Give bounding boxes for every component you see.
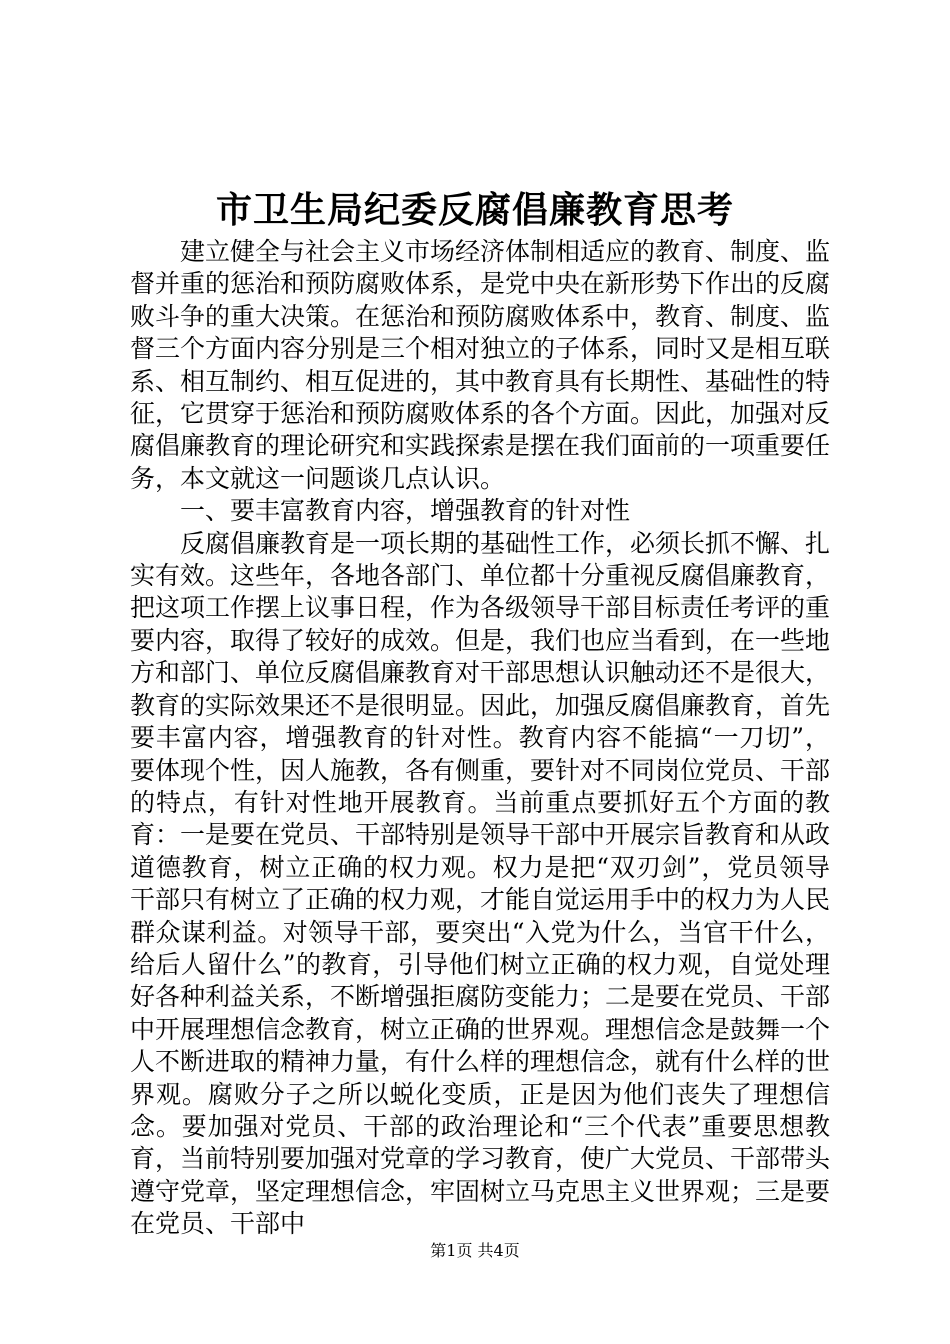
page-total: 共4页 <box>477 1241 520 1260</box>
document-title: 市卫生局纪委反腐倡廉教育思考 <box>215 189 734 231</box>
section-heading-1: 一、要丰富教育内容，增强教育的针对性 <box>180 496 631 526</box>
paragraph-intro: 建立健全与社会主义市场经济体制相适应的教育、制度、监督并重的惩治和预防腐败体系，是党中央在新形势下作出的反腐败斗争的重大决策。在惩治和预防腐败体系中，教育、制度、监督三个方面内容分别是三个相对独立的子体系，同时又是相互联系、相互制约、相互促进的，其中教育具有长期性、基础性的特征，它贯穿于惩治和预防腐败体系的各个方面。因此，加强对反腐倡廉教育的理论研究和实践探索是摆在我们面前的一项重要任务，本文就这一问题谈几点认识。 <box>130 237 831 493</box>
page-number: 第1页 <box>430 1241 473 1260</box>
paragraph-section-1: 反腐倡廉教育是一项长期的基础性工作，必须长抓不懈、扎实有效。这些年，各地各部门、单位都十分重视反腐倡廉教育，把这项工作摆上议事日程，作为各级领导干部目标责任考评的重要内容，取得了较好的成效。但是，我们也应当看到，在一些地方和部门、单位反腐倡廉教育对干部思想认识触动还不是很大，教育的实际效果还不是很明显。因此，加强反腐倡廉教育，首先要丰富内容，增强教育的针对性。教育内容不能搞“一刀切”，要体现个性，因人施教，各有侧重，要针对不同岗位党员、干部的特点，有针对性地开展教育。当前重点要抓好五个方面的教育：一是要在党员、干部特别是领导干部中开展宗旨教育和从政道德教育，树立正确的权力观。权力是把“双刃剑”，党员领导干部只有树立了正确的权力观，才能自觉运用手中的权力为人民群众谋利益。对领导干部，要突出“入党为什么，当官干什么，给后人留什么”的教育，引导他们树立正确的权力观，自觉处理好各种利益关系，不断增强拒腐防变能力；二是要在党员、干部中开展理想信念教育，树立正确的世界观。理想信念是鼓舞一个人不断进取的精神力量，有什么样的理想信念，就有什么样的世界观。腐败分子之所以蜕化变质，正是因为他们丧失了理想信念。要加强对党员、干部的政治理论和“三个代表”重要思想教育，当前特别要加强对党章的学习教育，使广大党员、干部带头遵守党章，坚定理想信念，牢固树立马克思主义世界观；三是要在党员、干部中 <box>130 528 831 1239</box>
page-footer <box>0 1240 950 1262</box>
document-body <box>130 236 830 1241</box>
